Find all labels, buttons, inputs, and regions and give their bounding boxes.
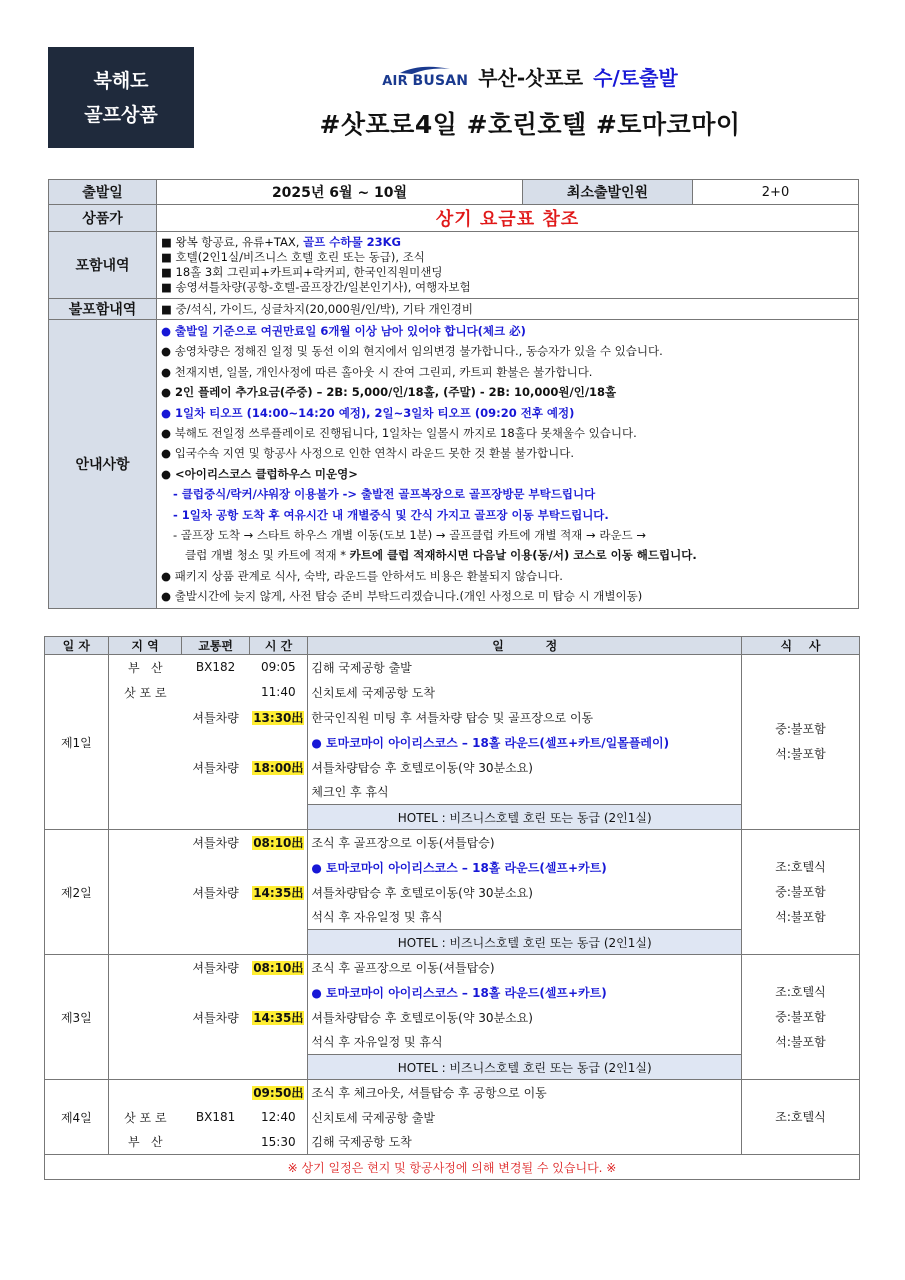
time-cell: 13:30出 — [253, 710, 304, 725]
product-badge — [48, 47, 194, 148]
table-row — [45, 880, 860, 905]
time-cell — [249, 1030, 308, 1055]
note-item: ● 출발일 기준으로 여권만료일 6개월 이상 남아 있어야 합니다(체크 必) — [161, 324, 526, 338]
region-cell — [108, 955, 182, 980]
transport-cell — [182, 1055, 249, 1080]
transport-cell — [182, 930, 249, 955]
meal-item: 중:불포함 — [775, 1009, 826, 1024]
table-row — [45, 1030, 860, 1055]
depart-value: 2025년 6월 ~ 10월 — [157, 180, 523, 205]
transport-cell: 셔틀차량 — [192, 960, 239, 975]
itinerary-cell: 셔틀차량탑승 후 호텔로이동(약 30분소요) — [308, 1005, 742, 1030]
region-cell — [108, 830, 182, 855]
note-item: ● 북해도 전일정 쓰루플레이로 진행됩니다, 1일차는 일몰시 까지로 18홀다 못채울수 있습니다. — [161, 426, 637, 441]
note-item: - 골프장 도착 → 스타트 하우스 개별 이동(도보 1분) → 골프클럽 카트에 개별 적재 → 라운드 → — [173, 528, 646, 543]
note-item: ● 패키지 상품 관계로 식사, 숙박, 라운드를 안하셔도 비용은 환불되지 않습니다. — [161, 568, 563, 583]
region-cell — [108, 905, 182, 930]
region-cell: 삿 포 로 — [124, 1110, 167, 1125]
time-cell: 18:00出 — [253, 760, 304, 775]
itinerary-cell: 김해 국제공항 도착 — [308, 1130, 742, 1155]
min-value: 2+0 — [693, 180, 859, 205]
time-cell: 09:05 — [261, 660, 296, 675]
note-item: ● 송영차량은 정해진 일정 및 동선 이외 현지에서 임의변경 불가합니다., 동승자가 있을 수 있습니다. — [161, 344, 663, 359]
day-label: 제4일 — [45, 1080, 109, 1155]
note-item: ● 출발시간에 늦지 않게, 사전 탑승 준비 부탁드리겠습니다.(개인 사정으로 미 탑승 시 개별이동) — [161, 589, 643, 604]
region-cell — [108, 730, 182, 755]
transport-cell: BX181 — [195, 1110, 236, 1124]
region-cell — [108, 805, 182, 830]
transport-cell: 셔틀차량 — [192, 1010, 239, 1025]
include-item: ■ 18홀 3회 그린피+카트피+락커피, 한국인직원미샌딩 — [161, 265, 443, 279]
itinerary-cell: 신치토세 국제공항 도착 — [308, 680, 742, 705]
exclude-label: 불포함내역 — [49, 299, 157, 320]
table-row — [45, 980, 860, 1005]
table-row — [45, 1005, 860, 1030]
schedule-table — [44, 636, 860, 1180]
time-cell: 11:40 — [261, 685, 296, 699]
include-label: 포함내역 — [49, 232, 157, 299]
meal-cell — [741, 655, 859, 830]
time-cell — [249, 930, 308, 955]
table-row — [45, 655, 860, 680]
include-list — [157, 232, 859, 299]
region-cell — [108, 1030, 182, 1055]
table-row — [45, 730, 860, 755]
meal-cell — [741, 955, 859, 1080]
region-cell: 부 산 — [128, 660, 163, 675]
time-cell — [249, 855, 308, 880]
itinerary-cell: 신치토세 국제공항 출발 — [308, 1105, 742, 1130]
meal-cell — [741, 1080, 859, 1155]
air-busan-logo — [382, 65, 468, 88]
region-cell — [108, 1080, 182, 1105]
region-cell — [108, 980, 182, 1005]
table-row — [45, 755, 860, 780]
table-row — [45, 780, 860, 805]
table-row — [45, 1055, 860, 1080]
include-item: ■ 호텔(2인1실/비즈니스 호텔 호린 또는 동급), 조식 — [161, 250, 425, 264]
transport-cell — [182, 905, 249, 930]
region-cell — [108, 930, 182, 955]
departure-days: 수/토출발 — [593, 66, 678, 90]
region-cell — [108, 880, 182, 905]
meal-item: 조:호텔식 — [775, 1109, 826, 1124]
table-row — [45, 855, 860, 880]
table-row — [45, 830, 860, 855]
hotel-cell: HOTEL : 비즈니스호텔 호린 또는 동급 (2인1실) — [308, 805, 742, 830]
region-cell: 부 산 — [128, 1135, 163, 1150]
transport-cell: 셔틀차량 — [192, 760, 239, 775]
note-item: ● 입국수속 지연 및 항공사 사정으로 인한 연착시 라운드 못한 것 환불 불가합니다. — [161, 446, 575, 461]
itinerary-cell: 조식 후 골프장으로 이동(셔틀탑승) — [308, 830, 742, 855]
itinerary-cell: 조식 후 골프장으로 이동(셔틀탑승) — [308, 955, 742, 980]
transport-cell — [182, 680, 249, 705]
itinerary-cell: ● 토마코마이 아이리스코스 – 18홀 라운드(셀프+카트/일몰플레이) — [308, 730, 742, 755]
time-cell — [249, 905, 308, 930]
table-row — [45, 955, 860, 980]
transport-cell: 셔틀차량 — [192, 710, 239, 725]
itinerary-cell: ● 토마코마이 아이리스코스 – 18홀 라운드(셀프+카트) — [308, 855, 742, 880]
meal-item: 조:호텔식 — [775, 859, 826, 874]
meal-item: 중:불포함 — [775, 884, 826, 899]
include-item: ■ 송영셔틀차량(공항-호텔-골프장간/일본인기사), 여행자보험 — [161, 280, 471, 294]
note-item: - 클럽중식/락커/샤워장 이용불가 -> 출발전 골프복장으로 골프장방문 부탁드립니다 — [173, 487, 596, 502]
time-cell: 09:50出 — [253, 1085, 304, 1100]
itinerary-cell: 한국인직원 미팅 후 셔틀차량 탑승 및 골프장으로 이동 — [308, 705, 742, 730]
day-label: 제2일 — [45, 830, 109, 955]
time-cell: 08:10出 — [253, 960, 304, 975]
meal-item: 석:불포함 — [775, 1034, 826, 1049]
table-row — [45, 680, 860, 705]
region-cell — [108, 780, 182, 805]
transport-cell: 셔틀차량 — [192, 885, 239, 900]
region-cell — [108, 855, 182, 880]
col-header-region: 지 역 — [108, 637, 182, 655]
transport-cell — [182, 780, 249, 805]
transport-cell — [182, 1030, 249, 1055]
depart-label: 출발일 — [49, 180, 157, 205]
meal-item: 석:불포함 — [775, 747, 826, 761]
col-header-itinerary: 일 정 — [308, 637, 742, 655]
table-row — [45, 1080, 860, 1105]
note-item: ● <아이리스코스 클럽하우스 미운영> — [161, 466, 358, 481]
time-cell — [249, 805, 308, 830]
transport-cell: 셔틀차량 — [192, 835, 239, 850]
itinerary-cell: 체크인 후 휴식 — [308, 780, 742, 805]
meal-item: 조:호텔식 — [775, 984, 826, 999]
meal-cell — [741, 830, 859, 955]
note-item: 클럽 개별 청소 및 카트에 적재 * 카트에 클럽 적재하시면 다음날 이용(동/서) 코스로 이동 해드립니다. — [185, 548, 697, 563]
day-label: 제3일 — [45, 955, 109, 1080]
transport-cell — [182, 855, 249, 880]
price-value: 상기 요금표 참조 — [157, 205, 859, 232]
airline-prefix: AIR — [382, 74, 408, 89]
col-header-day: 일 자 — [45, 637, 109, 655]
transport-cell — [182, 1130, 249, 1155]
notes-label: 안내사항 — [49, 320, 157, 609]
page-header — [200, 62, 860, 141]
time-cell — [249, 1055, 308, 1080]
itinerary-cell: 조식 후 체크아웃, 셔틀탑승 후 공항으로 이동 — [308, 1080, 742, 1105]
badge-line2: 골프상품 — [84, 103, 158, 126]
time-cell: 12:40 — [261, 1110, 296, 1124]
col-header-meals: 식 사 — [741, 637, 859, 655]
meal-item: 석:불포함 — [775, 909, 826, 924]
itinerary-cell: 셔틀차량탑승 후 호텔로이동(약 30분소요) — [308, 755, 742, 780]
itinerary-cell: 석식 후 자유일정 및 휴식 — [308, 905, 742, 930]
transport-cell — [182, 730, 249, 755]
time-cell — [249, 730, 308, 755]
table-row — [45, 705, 860, 730]
time-cell: 08:10出 — [253, 835, 304, 850]
airline-name: BUSAN — [412, 73, 469, 89]
include-item: ■ 왕복 항공료, 유류+TAX, 골프 수하물 23KG — [161, 235, 401, 249]
region-cell — [108, 1055, 182, 1080]
table-row — [45, 805, 860, 830]
time-cell: 14:35出 — [253, 885, 304, 900]
table-row — [45, 905, 860, 930]
info-table — [48, 179, 859, 609]
min-label: 최소출발인원 — [523, 180, 693, 205]
col-header-transport: 교통편 — [182, 637, 249, 655]
schedule-footnote: ※ 상기 일정은 현지 및 항공사정에 의해 변경될 수 있습니다. ※ — [45, 1155, 860, 1180]
hashtags: #삿포로4일 #호린호텔 #토마코마이 — [319, 110, 741, 139]
table-row — [45, 930, 860, 955]
day-label: 제1일 — [45, 655, 109, 830]
time-cell — [249, 980, 308, 1005]
table-row — [45, 1130, 860, 1155]
note-item: - 1일차 공항 도착 후 여유시간 내 개별중식 및 간식 가지고 골프장 이동 부탁드립니다. — [173, 507, 609, 522]
itinerary-cell: 셔틀차량탑승 후 호텔로이동(약 30분소요) — [308, 880, 742, 905]
transport-cell: BX182 — [195, 660, 236, 675]
region-cell — [108, 755, 182, 780]
time-cell — [249, 780, 308, 805]
transport-cell — [182, 980, 249, 1005]
hotel-cell: HOTEL : 비즈니스호텔 호린 또는 동급 (2인1실) — [308, 1055, 742, 1080]
route-text: 부산-삿포로 — [478, 66, 584, 90]
notes-list — [157, 320, 859, 609]
route-line — [200, 62, 860, 91]
hotel-cell: HOTEL : 비즈니스호텔 호린 또는 동급 (2인1실) — [308, 930, 742, 955]
note-item: ● 2인 플레이 추가요금(주중) – 2B: 5,000/인/18홀, (주말) - 2B: 10,000원/인/18홀 — [161, 385, 617, 400]
price-label: 상품가 — [49, 205, 157, 232]
region-cell: 삿 포 로 — [124, 685, 167, 700]
time-cell: 15:30 — [261, 1134, 296, 1149]
itinerary-cell: 석식 후 자유일정 및 휴식 — [308, 1030, 742, 1055]
region-cell — [108, 705, 182, 730]
col-header-time: 시 간 — [249, 637, 308, 655]
badge-line1: 북해도 — [93, 69, 149, 92]
transport-cell — [182, 1080, 249, 1105]
itinerary-cell: 김해 국제공항 출발 — [308, 655, 742, 680]
table-row — [45, 1105, 860, 1130]
exclude-value: ■ 중/석식, 가이드, 싱글차지(20,000원/인/박), 기타 개인경비 — [157, 299, 859, 320]
time-cell: 14:35出 — [253, 1010, 304, 1025]
transport-cell — [182, 805, 249, 830]
note-item: ● 1일차 티오프 (14:00~14:20 예정), 2일~3일차 티오프 (09:20 전후 예정) — [161, 405, 575, 420]
region-cell — [108, 1005, 182, 1030]
itinerary-cell: ● 토마코마이 아이리스코스 – 18홀 라운드(셀프+카트) — [308, 980, 742, 1005]
meal-item: 중:불포함 — [775, 722, 826, 736]
note-item: ● 천재지변, 일몰, 개인사정에 따른 홀아웃 시 잔여 그린피, 카트피 환불은 불가합니다. — [161, 364, 593, 379]
